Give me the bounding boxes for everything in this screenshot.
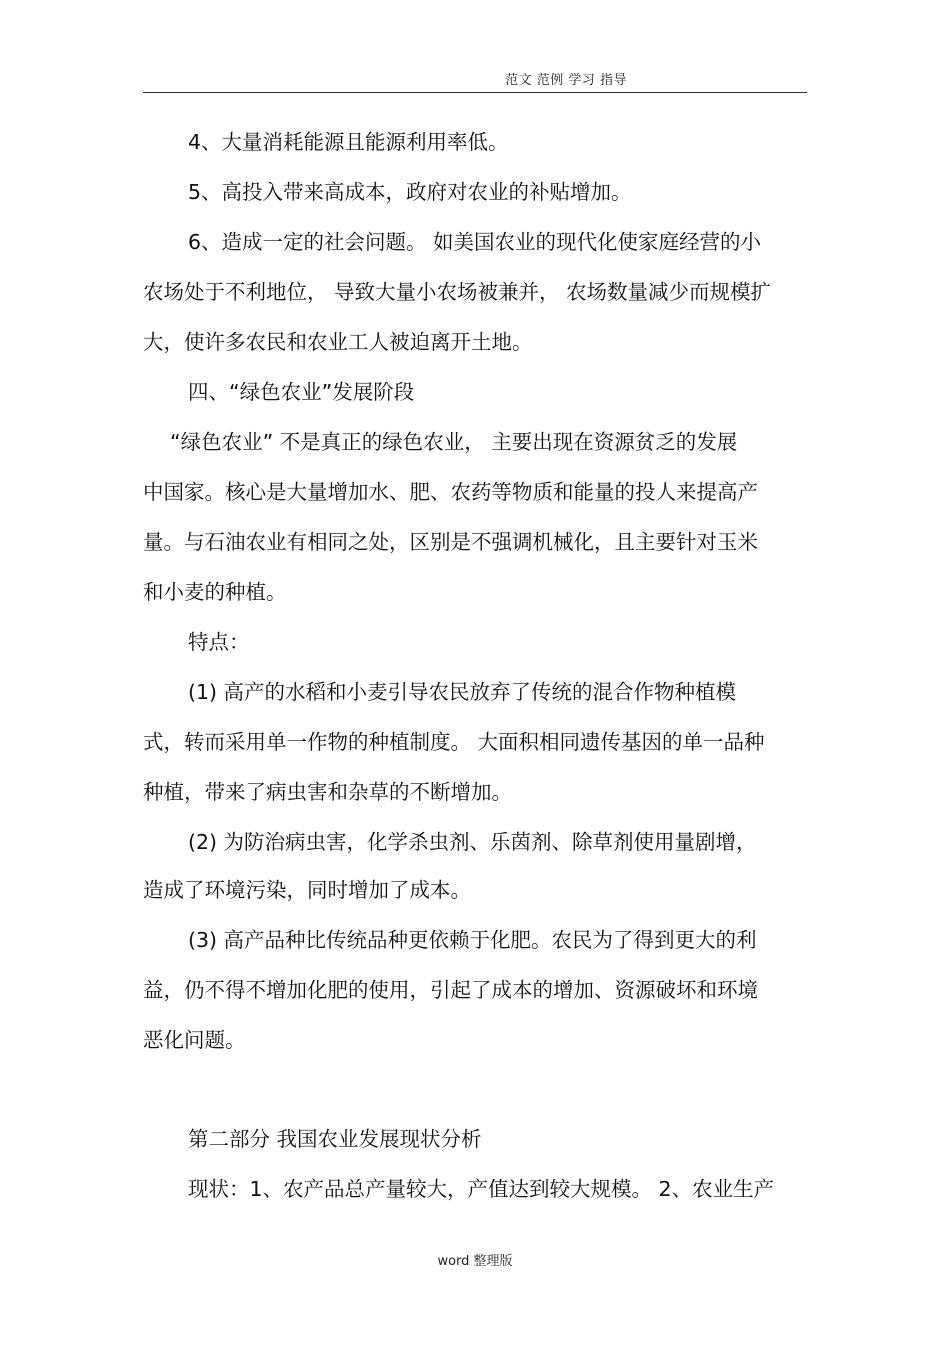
page-header bbox=[143, 66, 807, 93]
header-text: 范文 范例 学习 指导 bbox=[505, 73, 627, 88]
page-footer: word 整理版 bbox=[437, 1254, 513, 1269]
text-line: (2) 为防治病虫害，化学杀虫剂、乐茵剂、除草剂使用量剧增， bbox=[188, 830, 757, 854]
text-line: “绿色农业” 不是真正的绿色农业， 主要出现在资源贫乏的发展 bbox=[170, 430, 738, 454]
text-line: (3) 高产品种比传统品种更依赖于化肥。农民为了得到更大的利 bbox=[188, 928, 757, 952]
text-line: 量。与石油农业有相同之处，区别是不强调机械化，且主要针对玉米 bbox=[143, 530, 758, 554]
text-line: 特点： bbox=[188, 630, 250, 654]
text-line: 造成了环境污染，同时增加了成本。 bbox=[143, 878, 471, 902]
text-line: 中国家。核心是大量增加水、肥、农药等物质和能量的投人来提高产 bbox=[143, 480, 758, 504]
text-line: 农场处于不利地位， 导致大量小农场被兼并， 农场数量减少而规模扩 bbox=[143, 280, 772, 304]
text-line: 益，仍不得不增加化肥的使用，引起了成本的增加、资源破坏和环境 bbox=[143, 978, 758, 1002]
section-heading: 第二部分 我国农业发展现状分析 bbox=[188, 1127, 482, 1151]
text-line: 现状：1、农产品总产量较大，产值达到较大规模。 2、农业生产 bbox=[188, 1177, 775, 1201]
text-line: 6、造成一定的社会问题。 如美国农业的现代化使家庭经营的小 bbox=[188, 230, 762, 254]
text-line: 大，使许多农民和农业工人被迫离开土地。 bbox=[143, 330, 533, 354]
text-line: (1) 高产的水稻和小麦引导农民放弃了传统的混合作物种植模 bbox=[188, 680, 737, 704]
text-line: 和小麦的种植。 bbox=[143, 580, 287, 604]
section-heading: 四、“绿色农业”发展阶段 bbox=[188, 380, 415, 404]
text-line: 恶化问题。 bbox=[143, 1028, 246, 1052]
text-line: 式，转而采用单一作物的种植制度。 大面积相同遗传基因的单一品种 bbox=[143, 730, 765, 754]
text-line: 种植，带来了病虫害和杂草的不断增加。 bbox=[143, 780, 512, 804]
text-line: 5、高投入带来高成本，政府对农业的补贴增加。 bbox=[188, 180, 632, 204]
text-line: 4、大量消耗能源且能源利用率低。 bbox=[188, 130, 509, 154]
